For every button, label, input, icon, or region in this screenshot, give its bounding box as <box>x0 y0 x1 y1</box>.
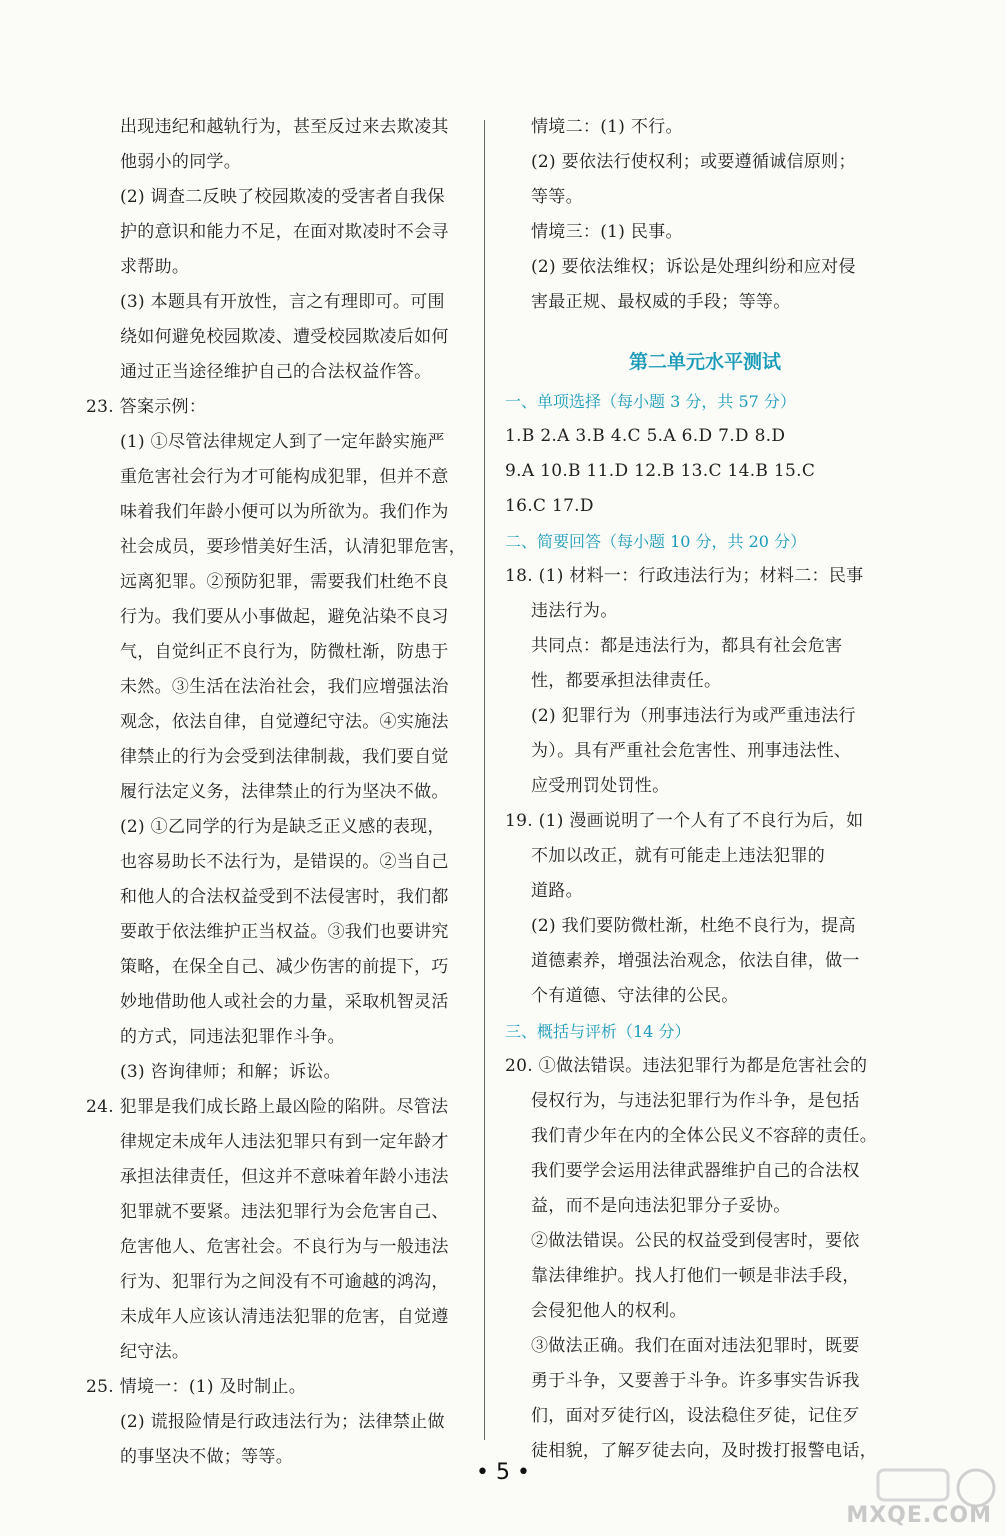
text-line: 味着我们年龄小便可以为所欲为。我们作为 <box>120 502 449 522</box>
text-line: 等等。 <box>531 187 583 207</box>
text-line: ③做法正确。我们在面对违法犯罪时，既要 <box>531 1336 860 1356</box>
text-line: 共同点：都是违法行为，都具有社会危害 <box>531 636 843 656</box>
right-column <box>505 110 885 1469</box>
section1-heading: 一、单项选择（每小题 3 分，共 57 分） <box>505 392 796 411</box>
text-line: (2) 要依法行使权利；或要遵循诚信原则； <box>531 152 856 172</box>
text-line: (3) 咨询律师；和解；诉讼。 <box>120 1062 341 1082</box>
text-line: 9.A 10.B 11.D 12.B 13.C 14.B 15.C <box>505 461 816 481</box>
text-line: (1) ①尽管法律规定人到了一定年龄实施严 <box>120 432 445 452</box>
text-line: 为）。具有严重社会危害性、刑事违法性、 <box>531 741 852 761</box>
text-line: 23. 答案示例： <box>86 397 207 417</box>
text-line: 履行法定义务，法律禁止的行为坚决不做。 <box>120 782 449 802</box>
text-line: 道德素养，增强法治观念，依法自律，做一 <box>531 951 860 971</box>
text-line: 我们青少年在内的全体公民义不容辞的责任。 <box>531 1126 877 1146</box>
text-line: 行为、犯罪行为之间没有不可逾越的鸿沟， <box>120 1272 449 1292</box>
section1-answers <box>505 419 885 524</box>
text-line: 的事坚决不做；等等。 <box>120 1447 293 1467</box>
text-line: 徒相貌，了解歹徒去向，及时拨打报警电话， <box>531 1441 877 1461</box>
text-line: (2) ①乙同学的行为是缺乏正义感的表现， <box>120 817 445 837</box>
text-line: 绕如何避免校园欺凌、遭受校园欺凌后如何 <box>120 327 449 347</box>
text-line: (3) 本题具有开放性，言之有理即可。可围 <box>120 292 445 312</box>
text-line: 的方式，同违法犯罪作斗争。 <box>120 1027 345 1047</box>
text-line: 危害他人、危害社会。不良行为与一般违法 <box>120 1237 449 1257</box>
left-column <box>86 110 470 1475</box>
text-line: 他弱小的同学。 <box>120 152 242 172</box>
text-line: 护的意识和能力不足，在面对欺凌时不会寻 <box>120 222 449 242</box>
text-line: 妙地借助他人或社会的力量，采取机智灵活 <box>120 992 449 1012</box>
text-line: 气，自觉纠正不良行为，防微杜渐，防患于 <box>120 642 449 662</box>
text-line: 承担法律责任，但这并不意味着年龄小违法 <box>120 1167 449 1187</box>
text-line: 通过正当途径维护自己的合法权益作答。 <box>120 362 432 382</box>
column-divider <box>484 120 485 1440</box>
section3-heading: 三、概括与评析（14 分） <box>505 1022 691 1041</box>
text-line: 不加以改正，就有可能走上违法犯罪的 <box>531 846 826 866</box>
text-line: 出现违纪和越轨行为，甚至反过来去欺凌其 <box>120 117 449 137</box>
section2-answers <box>505 559 885 1014</box>
test-title: 第二单元水平测试 <box>628 351 781 373</box>
text-line: 未成年人应该认清违法犯罪的危害，自觉遵 <box>120 1307 449 1327</box>
text-line: 应受刑罚处罚性。 <box>531 776 670 796</box>
text-line: 1.B 2.A 3.B 4.C 5.A 6.D 7.D 8.D <box>505 426 786 446</box>
text-line: 观念，依法自律，自觉遵纪守法。④实施法 <box>120 712 449 732</box>
watermark-text: MXQE.COM <box>846 1503 992 1528</box>
text-line: 律禁止的行为会受到法律制裁，我们要自觉 <box>120 747 449 767</box>
right-top-answers <box>505 110 885 320</box>
text-line: 情境二：(1) 不行。 <box>531 117 683 137</box>
text-line: 纪守法。 <box>120 1342 190 1362</box>
text-line: 道路。 <box>531 881 583 901</box>
text-line: (2) 调查二反映了校园欺凌的受害者自我保 <box>120 187 445 207</box>
text-line: 求帮助。 <box>120 257 190 277</box>
text-line: 勇于斗争，又要善于斗争。许多事实告诉我 <box>531 1371 860 1391</box>
text-line: (2) 谎报险情是行政违法行为；法律禁止做 <box>120 1412 445 1432</box>
text-line: 未然。③生活在法治社会，我们应增强法治 <box>120 677 449 697</box>
text-line: 行为。我们要从小事做起，避免沾染不良习 <box>120 607 449 627</box>
watermark-logo <box>846 1460 998 1530</box>
section3-answers <box>505 1049 885 1469</box>
text-line: 18. (1) 材料一：行政违法行为；材料二：民事 <box>505 566 864 586</box>
text-line: 和他人的合法权益受到不法侵害时，我们都 <box>120 887 449 907</box>
text-line: 24. 犯罪是我们成长路上最凶险的陷阱。尽管法 <box>86 1097 449 1117</box>
text-line: 策略，在保全自己、减少伤害的前提下，巧 <box>120 957 449 977</box>
text-line: ②做法错误。公民的权益受到侵害时，要依 <box>531 1231 860 1251</box>
text-line: 25. 情境一：(1) 及时制止。 <box>86 1377 307 1397</box>
text-line: 16.C 17.D <box>505 496 594 516</box>
text-line: 远离犯罪。②预防犯罪，需要我们杜绝不良 <box>120 572 449 592</box>
text-line: 益，而不是向违法犯罪分子妥协。 <box>531 1196 791 1216</box>
text-line: 会侵犯他人的权利。 <box>531 1301 687 1321</box>
text-line: 律规定未成年人违法犯罪只有到一定年龄才 <box>120 1132 449 1152</box>
text-line: 也容易助长不法行为，是错误的。②当自己 <box>120 852 449 872</box>
text-line: 违法行为。 <box>531 601 618 621</box>
text-line: 靠法律维护。找人打他们一顿是非法手段， <box>531 1266 860 1286</box>
text-line: (2) 要依法维权；诉讼是处理纠纷和应对侵 <box>531 257 856 277</box>
text-line: 性，都要承担法律责任。 <box>531 671 722 691</box>
text-line: 侵权行为，与违法犯罪行为作斗争，是包括 <box>531 1091 860 1111</box>
text-line: 19. (1) 漫画说明了一个人有了不良行为后，如 <box>505 811 864 831</box>
text-line: (2) 犯罪行为（刑事违法行为或严重违法行 <box>531 706 856 726</box>
text-line: 害最正规、最权威的手段；等等。 <box>531 292 791 312</box>
section2-heading: 二、简要回答（每小题 10 分，共 20 分） <box>505 532 807 551</box>
text-line: 20. ①做法错误。违法犯罪行为都是危害社会的 <box>505 1056 868 1076</box>
text-line: 个有道德、守法律的公民。 <box>531 986 739 1006</box>
text-line: (2) 我们要防微杜渐，杜绝不良行为，提高 <box>531 916 856 936</box>
text-line: 情境三：(1) 民事。 <box>531 222 683 242</box>
text-line: 们，面对歹徒行凶，设法稳住歹徒，记住歹 <box>531 1406 860 1426</box>
text-line: 重危害社会行为才可能构成犯罪，但并不意 <box>120 467 449 487</box>
text-line: 我们要学会运用法律武器维护自己的合法权 <box>531 1161 860 1181</box>
text-line: 要敢于依法维护正当权益。③我们也要讲究 <box>120 922 449 942</box>
text-line: 社会成员，要珍惜美好生活，认清犯罪危害， <box>120 537 466 557</box>
text-line: 犯罪就不要紧。违法犯罪行为会危害自己、 <box>120 1202 449 1222</box>
page-number: • 5 • <box>476 1460 530 1485</box>
